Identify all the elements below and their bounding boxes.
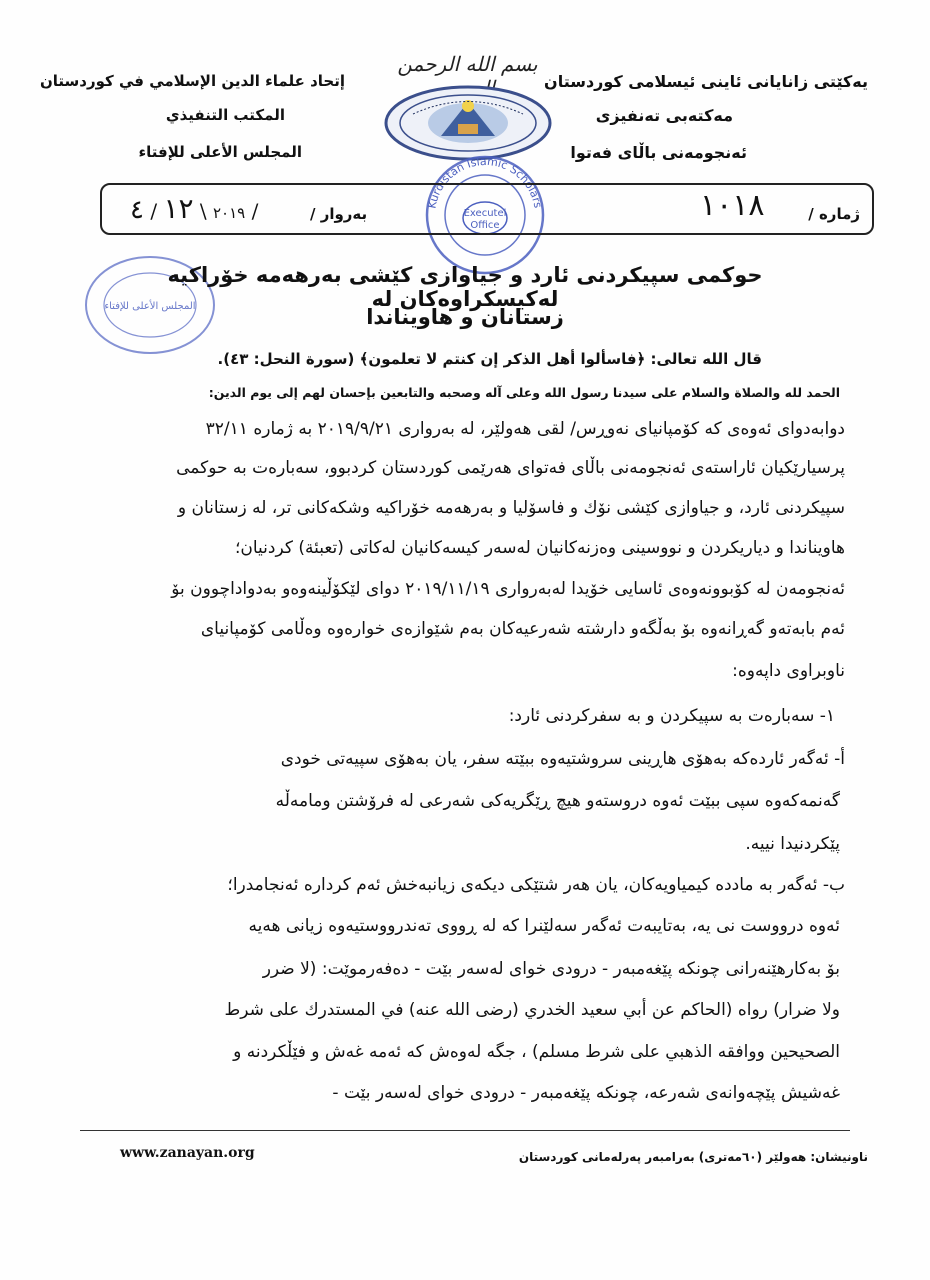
body-line: ئەنجومەن لە کۆبوونەوەی ئاسایی خۆیدا لەبەرواری ٢٠١٩/١١/١٩ دوای لێکۆڵینەوەو بەدواداچوون بۆ	[171, 579, 845, 599]
stamp-council-text: المجلس الأعلى للإفتاء	[104, 301, 196, 312]
date-year: ٢٠١٩	[212, 204, 246, 222]
document-title-line-2: زستانان و هاویناندا	[366, 305, 564, 329]
body-line: گەنمەکەوە سپی ببێت ئەوە دروستەو هیچ ڕێگریەکی شەرعی لە فرۆشتن ومامەڵە	[275, 791, 840, 811]
body-line: ئەوە درووست نی یە، بەتایبەت ئەگەر سەلێنرا کە لە ڕووی تەندرووستیەوە زیانی هەیە	[248, 916, 840, 936]
header-left-office: المكتب التنفيذي	[165, 106, 285, 124]
header-right-org: یەکێتی زانایانی ئاینی ئیسلامی کوردستان	[544, 72, 868, 91]
header-right-council: ئەنجومەنی باڵای فەتوا	[570, 143, 747, 162]
section-heading: ١- سەبارەت بە سپیکردن و بە سفرکردنی ئارد:	[508, 706, 835, 726]
body-line: بۆ بەکارهێنەرانی چونکە پێغەمبەر - درودی خوای لەسەر بێت - دەفەرموێت: (لا ضرر	[262, 959, 840, 979]
basmala: بسم الله الرحمن	[397, 52, 538, 76]
footer-address: ناونیشان: هەولێر (٦٠مەتری) بەرامبەر پەرلەمانی کوردستان	[518, 1150, 868, 1164]
date-sep-1: \	[199, 199, 207, 223]
date-sep-3: /	[251, 199, 259, 223]
date-value	[130, 192, 258, 225]
date-sep-2: /	[150, 199, 158, 223]
body-line: ناوبراوی داپەوە:	[732, 661, 845, 681]
body-line: پرسیارێکیان ئاراستەی ئەنجومەنی باڵای فەتوای هەرێمی کوردستان کردبوو، سەبارەت بە حوکمی	[176, 458, 845, 478]
body-line: الصحيحين ووافقه الذهبي على شرط مسلم) ، جگە لەوەش کە ئەمە غەش و فێڵکردنە و	[233, 1042, 840, 1062]
body-line: هاویناندا و دیاریکردن و نووسینی وەزنەکانیان لەسەر کیسەکانیان لەکاتی (تعبئة) کردنیان؛	[234, 538, 845, 558]
footer-divider	[80, 1130, 850, 1131]
date-month: ٤	[130, 195, 144, 225]
footer-website: www.zanayan.org	[120, 1145, 255, 1161]
body-line: پێکردنیدا نییە.	[745, 834, 840, 854]
date-day: ١٢	[163, 192, 194, 225]
stamp-office-inner-1: Executel	[463, 208, 507, 219]
body-line: دوابەدوای ئەوەی کە کۆمپانیای نەوڕس/ لقی هەولێر، لە بەرواری ٢٠١٩/٩/٢١ بە ژمارە ٣٢/١١	[205, 419, 845, 439]
body-line: غەشیش پێچەوانەی شەرعە، چونکە پێغەمبەر - درودی خوای لەسەر بێت -	[332, 1083, 840, 1103]
hamd-line: الحمد لله والصلاة والسلام على سيدنا رسول الله وعلى آله وصحبه والتابعين بإحسان لهم إلى يوم الدين:	[208, 385, 840, 400]
body-line: ئەم بابەتەو گەڕانەوە بۆ بەڵگەو دارشتە شەرعیەکان بەم شێوازەی خوارەوە وەڵامی کۆمپانیای	[200, 619, 845, 639]
reference-number-value: ١٠١٨	[700, 188, 765, 223]
body-line: ب- ئەگەر بە مادده کیمیاویەکان، یان هەر شتێکی دیکەی زیانبەخش ئەم کردارە ئەنجامدرا؛	[227, 875, 845, 895]
header-right-office: مەکتەبی تەنفیزی	[595, 106, 733, 125]
document-title-line-1: حوکمی سپیکردنی ئارد و جیاوازی کێشی بەرهەمە خۆراکیە لەکیسکراوەکان لە	[167, 263, 763, 311]
date-label: بەروار /	[310, 205, 368, 223]
reference-number-label: ژمارە /	[808, 205, 860, 223]
body-line: سپیکردنی ئارد، و جیاوازی کێشی نۆك و فاسۆلیا و بەرهەمە خۆراکیە وشکەکانی تر، لە زستانان و	[177, 498, 845, 518]
stamp-office-inner-2: Office	[470, 220, 500, 231]
header-left-org: إتحاد علماء الدين الإسلامي في كوردستان	[39, 72, 345, 90]
body-line: أ- ئەگەر ئاردەکە بەهۆی هاڕینی سروشتیەوە ببێتە سفر، یان بەهۆی سپیەتی خودی	[280, 749, 845, 769]
quran-verse: قال الله تعالى: ﴿فاسألوا أهل الذكر إن كنتم لا تعلمون﴾ (سورة النحل: ٤٣).	[217, 350, 762, 368]
stamp-office-ring-text: Kurdistan Islamic Scholars	[425, 154, 545, 210]
body-line: ولا ضرار) رواه (الحاكم عن أبي سعيد الخدري (رضى الله عنه) في المستدرك على شرط	[224, 1000, 840, 1020]
header-left-council: المجلس الأعلى للإفتاء	[138, 143, 302, 161]
